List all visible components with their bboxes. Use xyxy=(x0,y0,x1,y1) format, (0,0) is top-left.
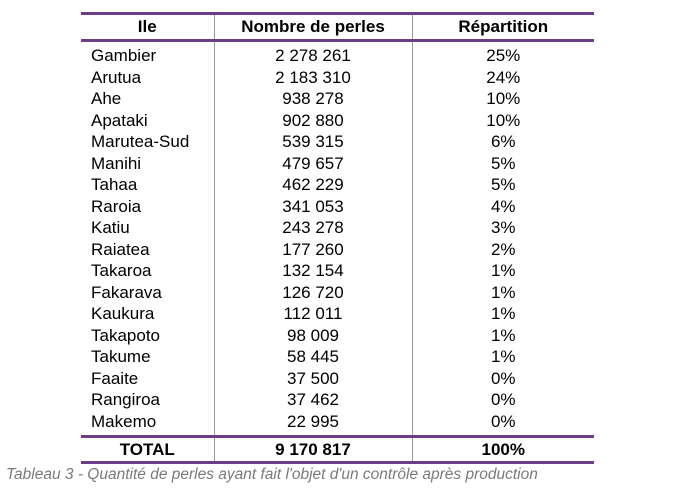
table-row xyxy=(81,239,594,261)
pearl-table-container xyxy=(81,12,594,464)
table-row xyxy=(81,325,594,347)
cell-island: Takapoto xyxy=(91,325,160,345)
cell-pearl-count: 58 445 xyxy=(214,346,412,368)
table-row xyxy=(81,196,594,218)
total-label: TOTAL xyxy=(81,437,214,463)
cell-share: 0% xyxy=(412,368,594,390)
cell-share: 4% xyxy=(412,196,594,218)
cell-island: Faaite xyxy=(91,368,139,388)
total-share: 100% xyxy=(412,437,594,463)
cell-share: 5% xyxy=(412,153,594,175)
cell-pearl-count: 177 260 xyxy=(214,239,412,261)
cell-pearl-count: 902 880 xyxy=(214,110,412,132)
table-body xyxy=(81,41,594,437)
cell-share: 0% xyxy=(412,411,594,437)
total-row xyxy=(81,437,594,463)
cell-pearl-count: 462 229 xyxy=(214,174,412,196)
cell-share: 1% xyxy=(412,303,594,325)
cell-island: Raiatea xyxy=(91,239,150,259)
header-row xyxy=(81,14,594,41)
table-row xyxy=(81,260,594,282)
cell-share: 10% xyxy=(412,110,594,132)
cell-pearl-count: 37 462 xyxy=(214,389,412,411)
cell-pearl-count: 37 500 xyxy=(214,368,412,390)
table-row xyxy=(81,174,594,196)
header-island: Ile xyxy=(81,14,214,41)
table-row xyxy=(81,88,594,110)
cell-pearl-count: 98 009 xyxy=(214,325,412,347)
cell-island: Katiu xyxy=(91,218,130,237)
table-caption: Tableau 3 - Quantité de perles ayant fait l'objet d'un contrôle après production xyxy=(6,466,538,483)
cell-pearl-count: 938 278 xyxy=(214,88,412,110)
cell-share: 10% xyxy=(412,88,594,110)
cell-island: Takaroa xyxy=(91,261,152,280)
cell-share: 25% xyxy=(412,41,594,67)
cell-pearl-count: 132 154 xyxy=(214,260,412,282)
cell-share: 3% xyxy=(412,217,594,239)
table-row xyxy=(81,110,594,132)
cell-pearl-count: 2 183 310 xyxy=(214,67,412,89)
cell-share: 6% xyxy=(412,131,594,153)
cell-pearl-count: 539 315 xyxy=(214,131,412,153)
table-row xyxy=(81,41,594,67)
table-row xyxy=(81,368,594,390)
cell-island: Rangiroa xyxy=(91,390,160,409)
total-pearl-count: 9 170 817 xyxy=(214,437,412,463)
cell-island: Raroia xyxy=(91,196,142,216)
cell-share: 24% xyxy=(412,67,594,89)
table-row xyxy=(81,346,594,368)
table-row xyxy=(81,131,594,153)
cell-pearl-count: 2 278 261 xyxy=(214,41,412,67)
cell-share: 1% xyxy=(412,260,594,282)
cell-island: Manihi xyxy=(91,153,142,173)
table-row xyxy=(81,389,594,411)
header-pearl-count: Nombre de perles xyxy=(214,14,412,41)
table-row xyxy=(81,67,594,89)
table-row xyxy=(81,153,594,175)
cell-island: Tahaa xyxy=(91,175,138,194)
cell-island: Takume xyxy=(91,347,151,366)
cell-island: Makemo xyxy=(91,411,157,431)
cell-share: 1% xyxy=(412,325,594,347)
table-row xyxy=(81,282,594,304)
pearl-control-table xyxy=(81,12,594,464)
cell-island: Ahe xyxy=(91,89,122,108)
cell-share: 5% xyxy=(412,174,594,196)
header-share: Répartition xyxy=(412,14,594,41)
table-row xyxy=(81,217,594,239)
cell-pearl-count: 126 720 xyxy=(214,282,412,304)
cell-island: Kaukura xyxy=(91,304,155,323)
cell-pearl-count: 243 278 xyxy=(214,217,412,239)
cell-island: Apataki xyxy=(91,110,148,130)
cell-island: Marutea-Sud xyxy=(91,132,190,151)
cell-share: 1% xyxy=(412,282,594,304)
table-row xyxy=(81,411,594,437)
cell-pearl-count: 479 657 xyxy=(214,153,412,175)
cell-share: 0% xyxy=(412,389,594,411)
cell-share: 2% xyxy=(412,239,594,261)
cell-share: 1% xyxy=(412,346,594,368)
cell-island: Fakarava xyxy=(91,282,162,302)
cell-island: Arutua xyxy=(91,67,142,87)
cell-pearl-count: 22 995 xyxy=(214,411,412,437)
table-row xyxy=(81,303,594,325)
cell-pearl-count: 341 053 xyxy=(214,196,412,218)
cell-island: Gambier xyxy=(91,46,157,65)
cell-pearl-count: 112 011 xyxy=(214,303,412,325)
